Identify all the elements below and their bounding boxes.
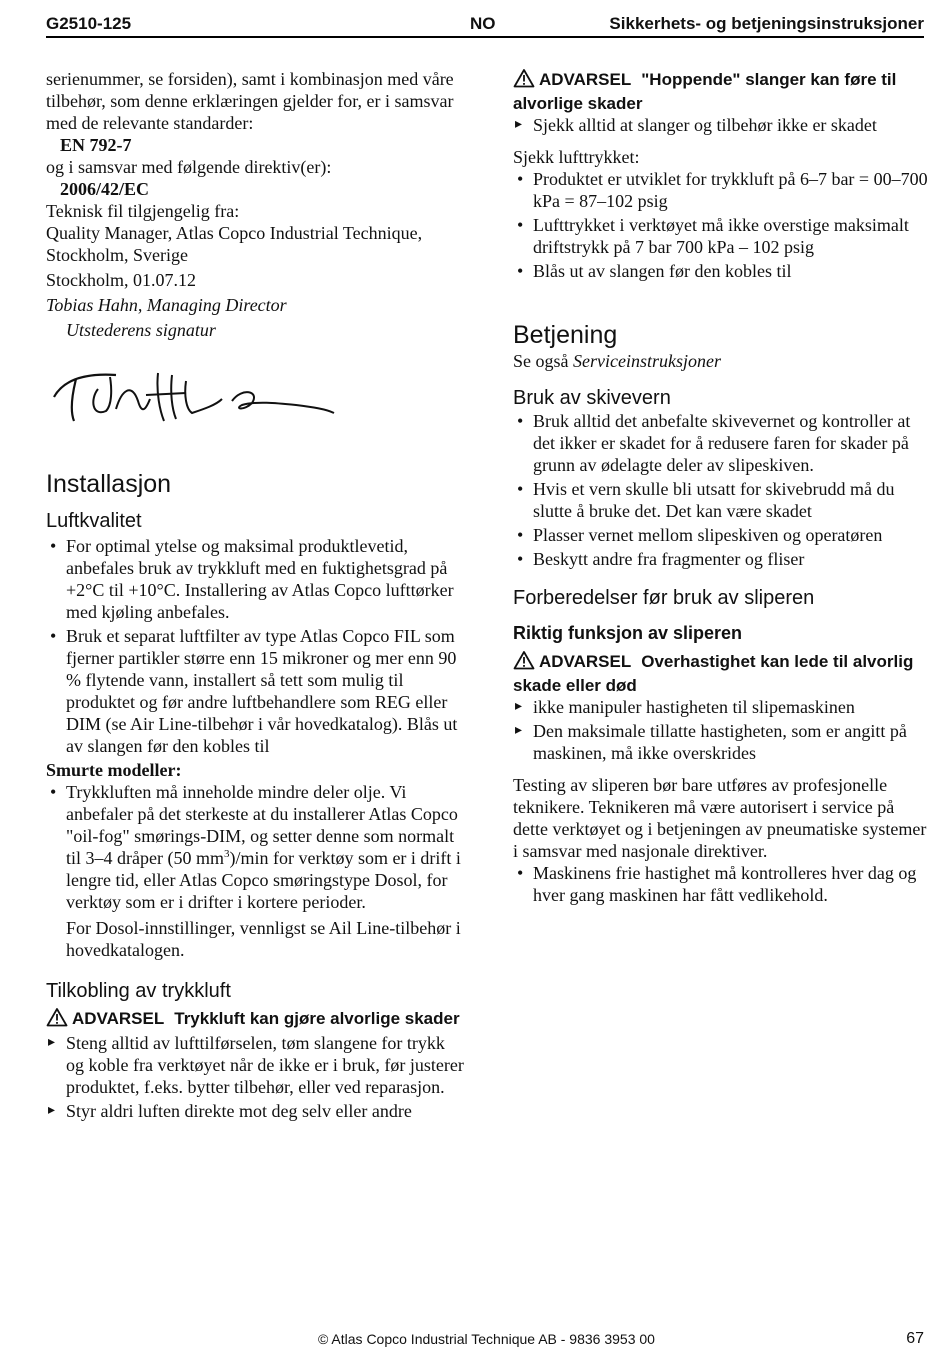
air-quality-list — [46, 535, 466, 757]
speed-warning — [513, 650, 928, 696]
list-item: • Produktet er utviklet for trykkluft på 6–7 bar = 00–700 kPa = 87–102 psig — [513, 168, 928, 212]
document-title: Sikkerhets- og betjeningsinstruksjoner — [609, 14, 924, 33]
left-column — [46, 68, 466, 1124]
warning-label: ADVARSEL — [539, 652, 632, 671]
list-item: • Trykkluften må inneholde mindre deler olje. Vi anbefaler på det sterkeste at du installerer Atlas Copco "oil-fog" smørings-DIM, og setter denne som normalt til 3–4 dråper (50 $mm^3)/\min$ for verktøy som er i drift i lengre tid, eller Atlas Copco smøringstype Dosol, for verktøy som er i drifter i kortere perioder. — [46, 781, 466, 913]
list-item: ▸ Sjekk alltid at slanger og tilbehør ikke er skadet — [513, 114, 928, 136]
hose-list — [513, 114, 928, 136]
document-code: G2510-125 — [46, 14, 132, 33]
warning-label: ADVARSEL — [539, 70, 632, 89]
lubricated-models-list — [46, 781, 466, 913]
connection-warning — [46, 1007, 466, 1032]
warning-text: "Hoppende" slanger kan føre til alvorlige skader — [513, 70, 897, 113]
list-item: • Blås ut av slangen før den kobles til — [513, 260, 928, 282]
pressure-intro: Sjekk lufttrykket: — [513, 147, 640, 167]
see-also: Se også Serviceinstruksjoner — [513, 351, 721, 371]
list-item: • Maskinens frie hastighet må kontrolleres hver dag og hver gang maskinen har fått vedlikehold. — [513, 862, 928, 906]
list-item: ▸ ikke manipuler hastigheten til slipemaskinen — [513, 696, 928, 718]
list-item: ▸ Styr aldri luften direkte mot deg selv eller andre — [46, 1100, 466, 1122]
handwritten-signature — [46, 359, 466, 441]
copyright-text: © Atlas Copco Industrial Technique AB - 9836 3953 00 — [318, 1331, 655, 1347]
right-column — [513, 68, 928, 908]
language-code: NO — [470, 14, 496, 33]
list-item: ▸ Den maksimale tillatte hastigheten, som er angitt på maskinen, må ikke overskrides — [513, 720, 928, 764]
testing-list — [513, 862, 928, 906]
declaration-intro: serienummer, se forsiden), samt i kombinasjon med våre tilbehør, som denne erklæringen gjelder for, er i samsvar med de relevante standarder: — [46, 69, 454, 133]
installation-heading: Installasjon — [46, 470, 172, 498]
operation-heading: Betjening — [513, 321, 618, 349]
list-item: • Bruk et separat luftfilter av type Atlas Copco FIL som fjerner partikler større enn 15 mikroner og mer enn 90 % flytende vann, installert så tett som mulig til produktet og før andre luftbehandlere som REG eller DIM (se Air Line-tilbehør i vår hovedkatalog). Blås ut av slangen før den kobles til — [46, 625, 466, 757]
page-header — [46, 12, 924, 38]
list-item: • Plasser vernet mellom slipeskiven og operatøren — [513, 524, 928, 546]
preparation-heading: Forberedelser før bruk av sliperen — [513, 587, 815, 609]
air-quality-heading: Luftkvalitet — [46, 510, 142, 532]
signature-label: Utstederens signatur — [66, 320, 216, 340]
list-item: • Bruk alltid det anbefalte skivevernet og kontroller at det ikker er skadet for å redusere faren for skader på grunn av ødelagte deler av slipeskiven. — [513, 410, 928, 476]
disc-guard-heading: Bruk av skivevern — [513, 387, 671, 409]
warning-text: Overhastighet kan lede til alvorlig skade eller død — [513, 652, 914, 695]
connection-heading: Tilkobling av trykkluft — [46, 980, 231, 1002]
see-also-reference: Serviceinstruksjoner — [573, 351, 721, 371]
list-item: • For optimal ytelse og maksimal produktlevetid, anbefales bruk av trykkluft med en fuktighetsgrad på +2°C til +10°C. Installering av Atlas Copco lufttørker med kjøling anbefales. — [46, 535, 466, 623]
lubricated-models-heading: Smurte modeller: — [46, 760, 182, 780]
hose-warning — [513, 68, 928, 114]
signer-name: Tobias Hahn, Managing Director — [46, 295, 287, 315]
directive-name: 2006/42/EC — [60, 179, 150, 199]
warning-text: Trykkluft kan gjøre alvorlige skader — [174, 1009, 460, 1028]
function-heading: Riktig funksjon av sliperen — [513, 623, 743, 643]
warning-icon — [513, 68, 535, 93]
list-item: • Beskytt andre fra fragmenter og fliser — [513, 548, 928, 570]
pressure-list — [513, 168, 928, 282]
testing-paragraph: Testing av sliperen bør bare utføres av profesjonelle teknikere. Teknikeren må være autorisert i service på dette verktøyet og i betjeningen av pneumatiske systemer i samsvar med nasjonale direktiver. — [513, 775, 927, 861]
speed-list — [513, 696, 928, 764]
list-item: ▸ Steng alltid av lufttilførselen, tøm slangene for trykk og koble fra verktøyet når de ikke er i bruk, før justerer produktet, f.eks. bytter tilbehør, eller ved reparasjon. — [46, 1032, 466, 1098]
dosol-note: For Dosol-innstillinger, vennligst se Ail Line-tilbehør i hovedkatalogen. — [66, 918, 461, 960]
quality-manager: Quality Manager, Atlas Copco Industrial Technique, Stockholm, Sverige — [46, 223, 423, 265]
standard-name: EN 792-7 — [60, 135, 132, 155]
directive-intro: og i samsvar med følgende direktiv(er): — [46, 157, 332, 177]
techfile-label: Teknisk fil tilgjengelig fra: — [46, 201, 240, 221]
page-number: 67 — [906, 1330, 924, 1347]
list-item: • Hvis et vern skulle bli utsatt for skivebrudd må du slutte å bruke det. Det kan være skadet — [513, 478, 928, 522]
warning-icon — [513, 650, 535, 675]
warning-icon — [46, 1007, 68, 1032]
disc-guard-list — [513, 410, 928, 570]
connection-list — [46, 1032, 466, 1122]
list-item: • Lufttrykket i verktøyet må ikke overstige maksimalt driftstrykk på 7 bar 700 kPa – 102 psig — [513, 214, 928, 258]
place-date: Stockholm, 01.07.12 — [46, 270, 197, 290]
warning-label: ADVARSEL — [72, 1009, 165, 1028]
